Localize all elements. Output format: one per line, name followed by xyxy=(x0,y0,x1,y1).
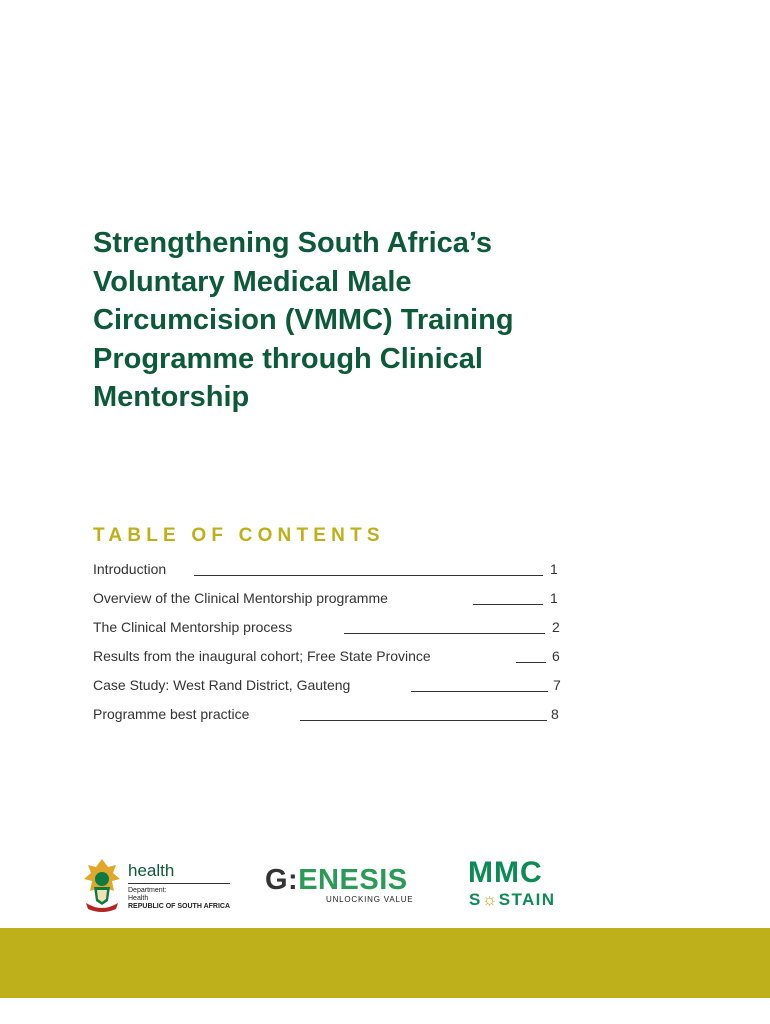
mmc-logo-line2 xyxy=(469,890,555,910)
toc-entry-page: 8 xyxy=(551,706,559,722)
toc-entry-page: 7 xyxy=(553,677,561,693)
mmc-logo-line1: MMC xyxy=(468,856,543,889)
mmc-sustain-rest: STAIN xyxy=(498,890,556,909)
health-country-line: REPUBLIC OF SOUTH AFRICA xyxy=(128,903,231,910)
title-line: Voluntary Medical Male xyxy=(93,265,412,298)
toc-entry-label: Results from the inaugural cohort; Free State Province xyxy=(93,648,431,664)
mmc-sustain-s: S xyxy=(469,890,482,909)
toc-entry-page: 1 xyxy=(550,590,558,606)
title-line: Programme through Clinical xyxy=(93,342,483,375)
genesis-wordmark: ENESIS xyxy=(298,864,408,896)
title-line: Strengthening South Africa’s xyxy=(93,227,493,259)
title-line: Circumcision (VMMC) Training xyxy=(93,304,514,336)
toc-entry-label: The Clinical Mentorship process xyxy=(93,619,293,635)
health-wordmark: health xyxy=(128,861,175,880)
toc-leader-line xyxy=(516,662,546,663)
toc-entry-page: 2 xyxy=(552,619,560,635)
coat-of-arms-icon xyxy=(80,857,124,913)
toc-leader-line xyxy=(344,633,545,634)
footer-band xyxy=(0,928,770,998)
toc-entry-label: Programme best practice xyxy=(93,706,250,722)
toc-entry-page: 1 xyxy=(550,561,558,577)
toc-entry-label: Overview of the Clinical Mentorship programme xyxy=(93,590,388,606)
genesis-logo xyxy=(265,864,408,897)
genesis-tagline: UNLOCKING VALUE xyxy=(326,895,414,904)
document-title xyxy=(93,224,653,417)
health-dept-line: Health xyxy=(128,895,149,902)
health-department-logo xyxy=(80,855,235,917)
partner-logos xyxy=(0,850,770,920)
toc-leader-line xyxy=(194,575,543,576)
title-line: Mentorship xyxy=(93,381,250,413)
toc-leader-line xyxy=(411,691,548,692)
health-dept-line: Department: xyxy=(128,887,167,894)
toc-leader-line xyxy=(473,604,543,605)
toc-entry-label: Case Study: West Rand District, Gauteng xyxy=(93,677,351,693)
toc-entry-page: 6 xyxy=(552,648,560,664)
toc-entry-label: Introduction xyxy=(93,561,167,577)
sun-emblem-icon: ☼ xyxy=(481,890,499,909)
toc-leader-line xyxy=(300,720,547,721)
toc-heading: TABLE OF CONTENTS xyxy=(93,525,385,546)
health-divider xyxy=(128,883,230,884)
genesis-prefix: G: xyxy=(265,864,299,896)
